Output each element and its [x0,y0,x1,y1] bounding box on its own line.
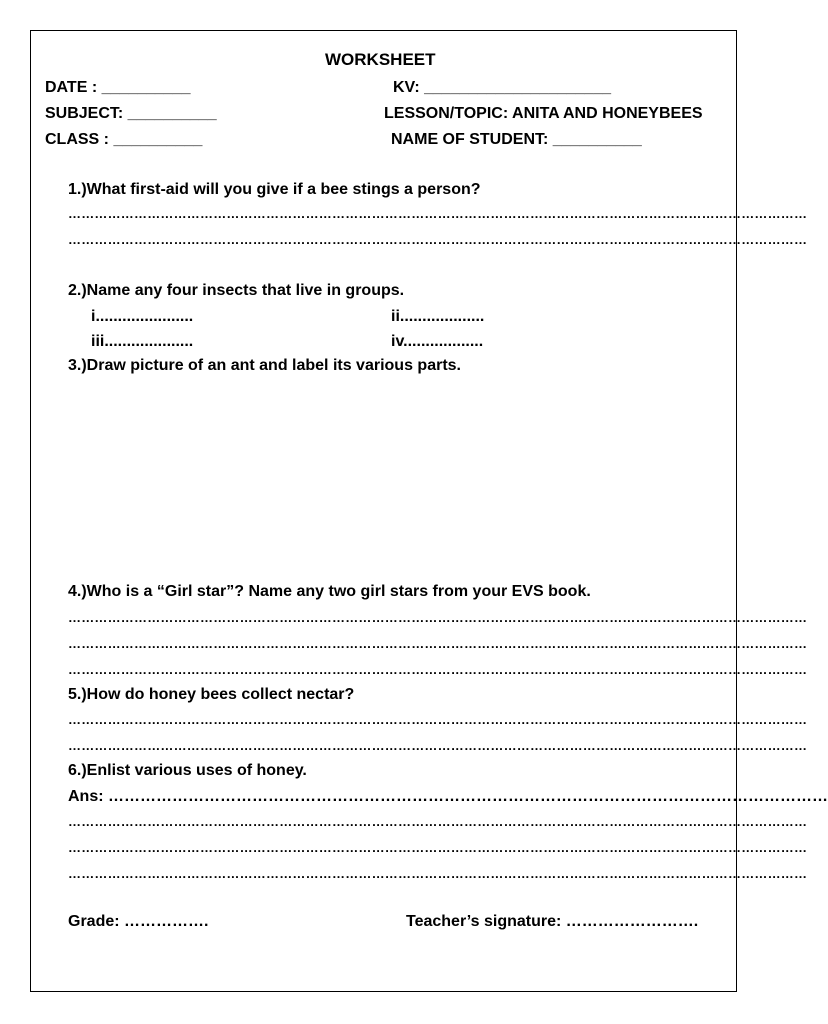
worksheet-title: WORKSHEET [325,50,436,69]
answer-line: …………………………………………………………………………………………………………………………………………………… [68,712,808,727]
answer-line: …………………………………………………………………………………………………………………………………………………… [68,662,808,677]
class-field: CLASS : __________ [45,131,203,148]
question-6: 6.)Enlist various uses of honey. [68,762,307,779]
answer-iv: iv.................. [391,333,484,350]
question-4: 4.)Who is a “Girl star”? Name any two girl stars from your EVS book. [68,583,591,600]
answer-line: …………………………………………………………………………………………………………………………………………………… [68,610,808,625]
answer-label: Ans: ……………………………………………………………………………………………………………………… [68,788,828,805]
question-3: 3.)Draw picture of an ant and label its various parts. [68,357,461,374]
answer-i: i...................... [91,308,194,325]
answer-line: …………………………………………………………………………………………………………………………………………………… [68,636,808,651]
answer-line: …………………………………………………………………………………………………………………………………………………… [68,232,808,247]
answer-line: …………………………………………………………………………………………………………………………………………………… [68,206,808,221]
question-2: 2.)Name any four insects that live in groups. [68,282,405,299]
date-field: DATE : __________ [45,79,191,96]
answer-line: …………………………………………………………………………………………………………………………………………………… [68,840,808,855]
student-name-field: NAME OF STUDENT: __________ [391,131,642,148]
answer-line: …………………………………………………………………………………………………………………………………………………… [68,866,808,881]
teacher-signature-field: Teacher’s signature: ……………………. [406,913,699,930]
subject-field: SUBJECT: __________ [45,105,217,122]
question-1: 1.)What first-aid will you give if a bee stings a person? [68,181,481,198]
grade-field: Grade: ……………. [68,913,209,930]
answer-iii: iii.................... [91,333,194,350]
answer-ii: ii................... [391,308,485,325]
kv-field: KV: _____________________ [393,79,611,96]
answer-line: …………………………………………………………………………………………………………………………………………………… [68,738,808,753]
answer-line: …………………………………………………………………………………………………………………………………………………… [68,814,808,829]
question-5: 5.)How do honey bees collect nectar? [68,686,355,703]
lesson-topic: LESSON/TOPIC: ANITA AND HONEYBEES [384,105,703,122]
